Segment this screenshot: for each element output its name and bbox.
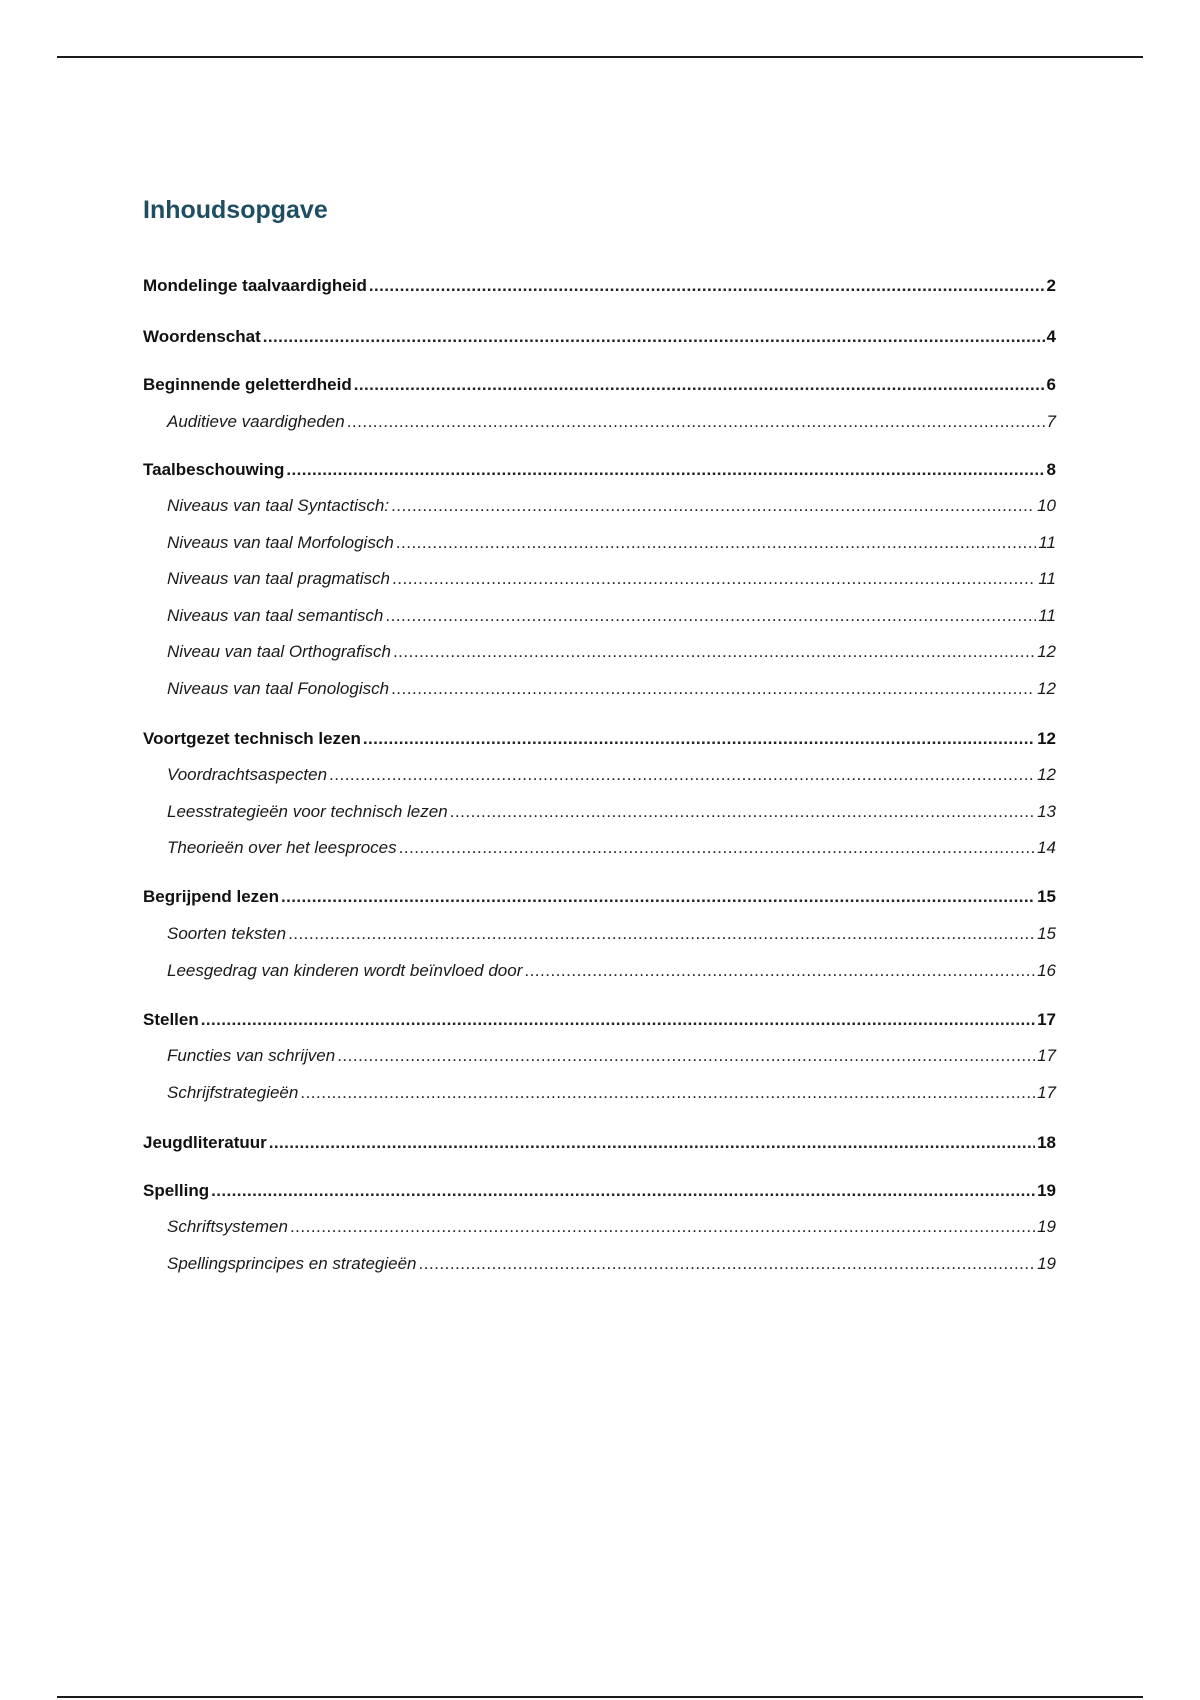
toc-subentry[interactable] xyxy=(143,604,1056,628)
toc-entry-label: Functies van schrijven xyxy=(167,1046,336,1065)
toc-subentry[interactable] xyxy=(143,410,1056,434)
toc-entry-page: 12 xyxy=(1037,642,1056,661)
toc-entry-label: Niveaus van taal Syntactisch: xyxy=(167,496,390,515)
toc-entry-label: Leesgedrag van kinderen wordt beïnvloed door xyxy=(167,961,523,980)
toc-entry-label: Leesstrategieën voor technisch lezen xyxy=(167,802,448,821)
toc-entry-page: 11 xyxy=(1038,569,1056,588)
toc-entry-page: 17 xyxy=(1037,1010,1056,1029)
toc-entry-page: 15 xyxy=(1037,887,1056,906)
toc-entry-page: 17 xyxy=(1037,1046,1056,1065)
toc-entry-label: Stellen xyxy=(143,1010,199,1029)
toc-leader-dots xyxy=(269,1131,1035,1155)
toc-leader-dots xyxy=(393,640,1035,664)
toc-subentry[interactable] xyxy=(143,494,1056,518)
toc-subentry[interactable] xyxy=(143,959,1056,983)
toc-entry[interactable] xyxy=(143,274,1056,298)
toc-leader-dots xyxy=(524,959,1035,983)
toc-leader-dots xyxy=(392,567,1036,591)
toc-entry[interactable] xyxy=(143,325,1056,349)
toc-entry-page: 18 xyxy=(1037,1133,1056,1152)
toc-entry-label: Schriftsystemen xyxy=(167,1217,288,1236)
toc-entry-page: 12 xyxy=(1037,729,1056,748)
toc-entry-label: Beginnende geletterdheid xyxy=(143,375,352,394)
toc-leader-dots xyxy=(329,763,1035,787)
toc-entry[interactable] xyxy=(143,1131,1056,1155)
toc-title: Inhoudsopgave xyxy=(143,196,328,224)
toc-entry-label: Niveaus van taal Morfologisch xyxy=(167,533,394,552)
footer-rule xyxy=(57,1696,1143,1698)
toc-entry-label: Niveau van taal Orthografisch xyxy=(167,642,391,661)
toc-entry-label: Theorieën over het leesproces xyxy=(167,838,397,857)
toc-leader-dots xyxy=(290,1215,1035,1239)
toc-entry-page: 16 xyxy=(1037,961,1056,980)
toc-entry-label: Taalbeschouwing xyxy=(143,460,285,479)
toc-leader-dots xyxy=(391,677,1035,701)
toc-entry-label: Soorten teksten xyxy=(167,924,287,943)
toc-leader-dots xyxy=(211,1179,1035,1203)
toc-entry-label: Mondelinge taalvaardigheid xyxy=(143,276,367,295)
toc-entry-label: Spellingsprincipes en strategieën xyxy=(167,1254,417,1273)
toc-leader-dots xyxy=(354,373,1045,397)
toc-leader-dots xyxy=(337,1044,1035,1068)
toc-leader-dots xyxy=(281,885,1035,909)
toc-entry-label: Auditieve vaardigheden xyxy=(167,412,345,431)
toc-subentry[interactable] xyxy=(143,836,1056,860)
toc-entry-label: Schrijfstrategieën xyxy=(167,1083,299,1102)
toc-entry-page: 8 xyxy=(1046,460,1056,479)
toc-entry-page: 15 xyxy=(1037,924,1056,943)
toc-entry-page: 11 xyxy=(1038,533,1056,552)
toc-entry-label: Spelling xyxy=(143,1181,210,1200)
toc-subentry[interactable] xyxy=(143,640,1056,664)
toc-entry-page: 11 xyxy=(1038,606,1056,625)
toc-subentry[interactable] xyxy=(143,567,1056,591)
toc-leader-dots xyxy=(300,1081,1035,1105)
toc-subentry[interactable] xyxy=(143,531,1056,555)
toc-subentry[interactable] xyxy=(143,763,1056,787)
toc-entry-label: Niveaus van taal Fonologisch xyxy=(167,679,390,698)
toc-leader-dots xyxy=(385,604,1036,628)
toc-leader-dots xyxy=(286,458,1044,482)
toc-entry[interactable] xyxy=(143,885,1056,909)
toc-leader-dots xyxy=(391,494,1035,518)
toc-subentry[interactable] xyxy=(143,677,1056,701)
toc-entry[interactable] xyxy=(143,1179,1056,1203)
toc-entry-label: Niveaus van taal pragmatisch xyxy=(167,569,391,588)
toc-entry-page: 6 xyxy=(1046,375,1056,394)
toc-entry-page: 4 xyxy=(1046,327,1056,346)
toc-entry-page: 17 xyxy=(1037,1083,1056,1102)
toc-subentry[interactable] xyxy=(143,922,1056,946)
toc-leader-dots xyxy=(288,922,1035,946)
toc-entry[interactable] xyxy=(143,1008,1056,1032)
toc-subentry[interactable] xyxy=(143,800,1056,824)
header-rule xyxy=(57,56,1143,58)
toc-leader-dots xyxy=(450,800,1035,824)
toc-entry-label: Jeugdliteratuur xyxy=(143,1133,267,1152)
toc-subentry[interactable] xyxy=(143,1081,1056,1105)
toc-entry-page: 19 xyxy=(1037,1254,1056,1273)
toc-entry-page: 12 xyxy=(1037,765,1056,784)
toc-leader-dots xyxy=(399,836,1035,860)
toc-entry-page: 12 xyxy=(1037,679,1056,698)
toc-entry-page: 19 xyxy=(1037,1181,1056,1200)
toc-entry[interactable] xyxy=(143,373,1056,397)
toc-leader-dots xyxy=(419,1252,1036,1276)
toc-leader-dots xyxy=(347,410,1045,434)
toc-entry-label: Woordenschat xyxy=(143,327,261,346)
toc-entry-page: 14 xyxy=(1037,838,1056,857)
toc-entry[interactable] xyxy=(143,727,1056,751)
toc-leader-dots xyxy=(396,531,1037,555)
toc-leader-dots xyxy=(263,325,1045,349)
toc-entry-page: 19 xyxy=(1037,1217,1056,1236)
toc-entry-label: Voortgezet technisch lezen xyxy=(143,729,361,748)
toc-entry[interactable] xyxy=(143,458,1056,482)
toc-subentry[interactable] xyxy=(143,1215,1056,1239)
toc-entry-page: 10 xyxy=(1037,496,1056,515)
toc-entry-page: 13 xyxy=(1037,802,1056,821)
toc-entry-page: 2 xyxy=(1046,276,1056,295)
toc-entry-label: Voordrachtsaspecten xyxy=(167,765,328,784)
table-of-contents xyxy=(143,190,1056,1273)
toc-leader-dots xyxy=(201,1008,1035,1032)
toc-leader-dots xyxy=(369,274,1045,298)
toc-leader-dots xyxy=(363,727,1035,751)
toc-entry-label: Niveaus van taal semantisch xyxy=(167,606,384,625)
toc-entry-page: 7 xyxy=(1046,412,1056,431)
toc-entry-label: Begrijpend lezen xyxy=(143,887,280,906)
toc-subentry[interactable] xyxy=(143,1252,1056,1276)
toc-subentry[interactable] xyxy=(143,1044,1056,1068)
